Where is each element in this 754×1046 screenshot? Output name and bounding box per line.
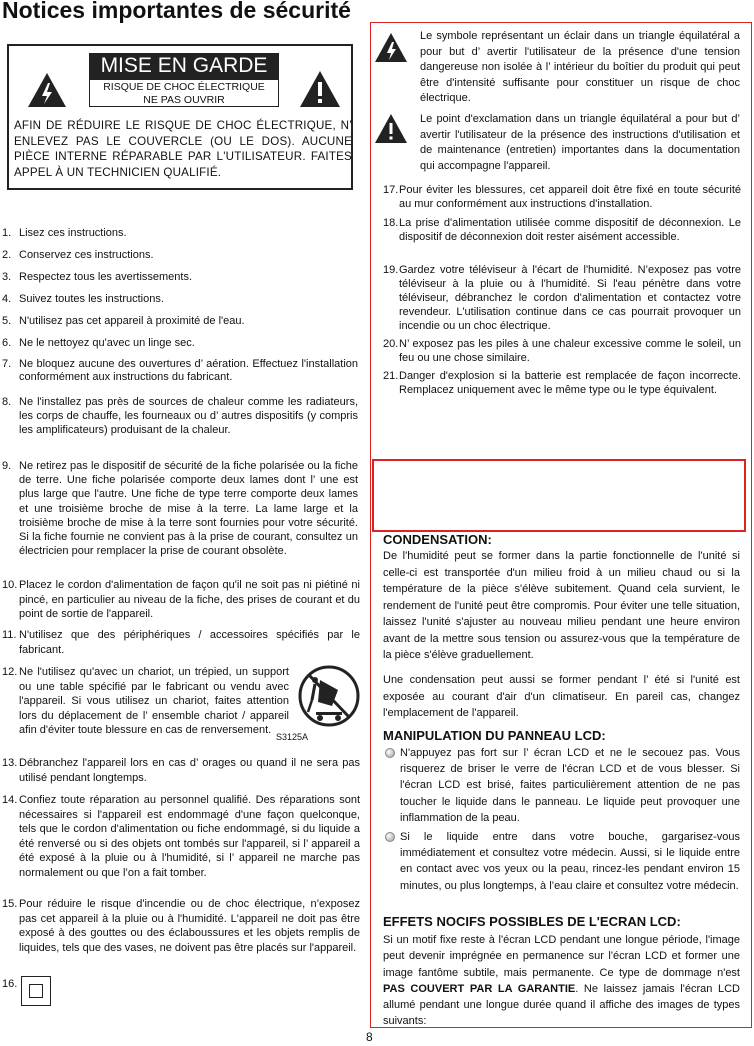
list-item-text: Gardez votre téléviseur à l'écart de l'humidité. N’exposez pas votre téléviseur à la pluie ou à l'humidité. Si l'eau pénètre dans votre téléviseur, débranchez le cordon d'alimentation et contactez votre revendeur. L'utilisation continue dans ce cas pourrait provoquer un incendie ou un choc électrique. [399, 264, 741, 332]
double-insulation-icon [21, 976, 51, 1006]
lcd-effects-text-b: . Ne laissez jamais l'écran LCD allumé pendant une longue durée quand il affiche des images de types suivants: [383, 982, 740, 1028]
list-item-text: Pour réduire le risque d'incendie ou de choc électrique, n’exposez pas cet appareil à la pluie ou à l'humidité. L'appareil ne doit pas être exposé à des gouttes ou des éclaboussures et les objets remplis de liquides, tels que des vases, ne doivent pas être placés sur l'appareil. [19, 898, 360, 954]
lcd-handling-heading: MANIPULATION DU PANNEAU LCD: [383, 728, 606, 743]
lightning-triangle-icon [374, 32, 408, 63]
list-item-number: 12. [2, 666, 18, 678]
list-item-number: 14. [2, 794, 18, 806]
list-item-text: Respectez tous les avertissements. [19, 271, 193, 283]
list-item-text: La prise d'alimentation utilisée comme dispositif de déconnexion. Le dispositif de déconnexion doit rester aisément accessible. [399, 217, 741, 243]
list-item-number: 15. [2, 898, 18, 910]
list-item-number: 13. [2, 757, 18, 769]
empty-red-box [372, 459, 746, 532]
list-item-text: Ne l'installez pas près de sources de chaleur comme les radiateurs, les corps de chauffe, les fourneaux ou d’ autres dispositifs (y compris les amplificateurs) produisant de la chaleur. [19, 396, 358, 436]
list-item-number: 20. [383, 338, 399, 350]
list-item-text: Conservez ces instructions. [19, 249, 154, 261]
lcd-effects-heading: EFFETS NOCIFS POSSIBLES DE L'ECRAN LCD: [383, 914, 681, 929]
cart-warning-icon [298, 662, 360, 732]
bullet-icon [385, 832, 395, 842]
caution-subtitle-line-2: NE PAS OUVRIR [143, 93, 225, 106]
caution-box [7, 44, 353, 190]
caution-subtitle [89, 79, 279, 107]
caution-subtitle-line-1: RISQUE DE CHOC ÉLECTRIQUE [103, 81, 265, 93]
list-item-text: Débranchez l'appareil lors en cas d’ orages ou quand il ne sera pas utilisé pendant longtemps. [19, 757, 360, 784]
list-item-text: Ne l'utilisez qu'avec un chariot, un trépied, un support ou une table spécifié par le fabricant ou vendu avec l'appareil. Si vous utilisez un chariot, faites attention lors du déplacement de l’ ensemble chariot / appareil afin d'éviter toute blessure en cas de renversement. [19, 666, 289, 736]
list-item-number: 16. [2, 978, 18, 990]
exclamation-symbol-text: Le point d'exclamation dans un triangle équilatéral a pour but d’ avertir l'utilisateur de la présence des instructions d'utilisation et de maintenance (entretien) importantes dans la documentation qui accompagne l'appareil. [420, 113, 740, 172]
condensation-paragraph-2: Une condensation peut aussi se former pendant l’ été si l'unité est exposée au courant d'air d'un climatiseur. En pareil cas, changez l'emplacement de l'appareil. [383, 674, 740, 719]
cart-warning-label: S3125A [276, 732, 309, 742]
caution-heading: MISE EN GARDE [89, 53, 279, 79]
list-item-text: Confiez toute réparation au personnel qualifié. Des réparations sont nécessaires si l'appareil est endommagé d'une façon quelconque, tels que le cordon d'alimentation ou fiche endommagé, si du liquide a été renversé ou si des objets ont tombés sur l'appareil, si l’ appareil a été exposé à la pluie ou à l'humidité, si l’ appareil ne marche pas normalement ou que l’on a fait tomber. [19, 794, 360, 879]
list-item-number: 5. [2, 315, 12, 327]
list-item-number: 4. [2, 293, 12, 305]
list-item-number: 18. [383, 217, 399, 229]
condensation-heading: CONDENSATION: [383, 532, 492, 547]
list-item-number: 10. [2, 579, 18, 591]
list-item-text: Suivez toutes les instructions. [19, 293, 164, 305]
list-item-number: 7. [2, 358, 12, 370]
list-item-number: 6. [2, 337, 12, 349]
bullet-text: Si le liquide entre dans votre bouche, gargarisez-vous immédiatement et consultez votre médecin. Aussi, si le liquide entre en contact avec vos yeux ou la peau, rincez-les pendant environ 15 minutes, ou plus longtemps, à l’eau claire et consultez votre médecin. [400, 831, 740, 892]
list-item [2, 977, 22, 991]
list-item-number: 11. [2, 629, 17, 641]
list-item-text: Placez le cordon d'alimentation de façon qu'il ne soit pas ni piétiné ni pincé, en particulier au niveau de la fiche, des prises de courant et du point de sortie de l'appareil. [19, 579, 360, 620]
list-item-text: Ne bloquez aucune des ouvertures d’ aération. Effectuez l'installation conformément aux instructions du fabricant. [19, 358, 358, 384]
bullet-text: N'appuyez pas fort sur l’ écran LCD et ne le secouez pas. Vous risquerez de briser le verre de l'écran LCD et de vous blesser. Si l'écran LCD est brisé, faites particulièrement attention de ne pas toucher le liquide dans le panneau. Le liquide peut provoquer une inflammation de la peau. [400, 747, 740, 824]
list-item-number: 8. [2, 396, 12, 408]
lightning-triangle-icon [27, 72, 67, 108]
list-item-text: N'utilisez que des périphériques / accessoires spécifiés par le fabricant. [19, 629, 360, 656]
caution-text: AFIN DE RÉDUIRE LE RISQUE DE CHOC ÉLECTRIQUE, N’ ENLEVEZ PAS LE COUVERCLE (OU LE DOS). AUCUNE PIÈCE INTERNE RÉPARABLE PAR L'UTILISATEUR. FAITES APPEL À UN TECHNICIEN QUALIFIÉ. [14, 119, 352, 179]
list-item-number: 21. [383, 370, 399, 382]
list-item-text: Pour éviter les blessures, cet appareil doit être fixé en toute sécurité au mur conformément aux instructions d'installation. [399, 184, 741, 210]
warranty-emphasis: PAS COUVERT PAR LA GARANTIE [383, 982, 576, 995]
page-number: 8 [366, 1030, 373, 1044]
exclamation-triangle-icon [374, 113, 408, 144]
list-item-text: Danger d'explosion si la batterie est remplacée de façon incorrecte. Remplacez uniquement avec le même type ou le type équivalent. [399, 370, 741, 396]
lcd-effects-text-a: Si un motif fixe reste à l'écran LCD pendant une longue période, l'image peut devenir imprégnée en permanence sur l'écran LCD et former une image fantôme subtile, mais permanente. Ce type de dommage n'est [383, 934, 740, 979]
lcd-effects-paragraph [383, 932, 740, 1030]
list-item-number: 3. [2, 271, 12, 283]
lightning-symbol-text: Le symbole représentant un éclair dans un triangle équilatéral a pour but d’ avertir l'utilisateur de la présence d'une tension dangereuse non isolée à l’ intérieur du boîtier du produit qui peut être d'intensité suffisante pour constituer un risque de choc électrique. [420, 30, 740, 104]
list-item-text: Ne retirez pas le dispositif de sécurité de la fiche polarisée ou la fiche de terre. Une fiche polarisée comporte deux lames dont l’ une est plus large que l'autre. Une fiche de type terre comporte deux lames et une troisième broche de mise à la terre. La lame large et la troisième broche de mise à la terre sont fournies pour votre sécurité. Si la fiche fournie ne convient pas à la prise de courant, consultez un électricien pour remplacer la prise de courant obsolète. [19, 460, 358, 558]
page-title: Notices importantes de sécurité [2, 0, 351, 23]
list-item-number: 9. [2, 460, 12, 472]
list-item-text: Ne le nettoyez qu'avec un linge sec. [19, 337, 195, 349]
list-item-number: 19. [383, 264, 399, 276]
bullet-icon [385, 748, 395, 758]
list-item-text: N’ exposez pas les piles à une chaleur excessive comme le soleil, un feu ou une chose similaire. [399, 338, 741, 364]
list-item-number: 17. [383, 184, 399, 196]
list-item-number: 2. [2, 249, 12, 261]
condensation-paragraph-1: De l'humidité peut se former dans la partie fonctionnelle de l'unité si celle-ci est transportée d'un milieu froid à un milieu chaud ou si la température de la pièce s'élève subitement. Quand cela survient, le rendement de l'unité peut être compromis. Pour éviter une telle situation, laissez l'unité s'ajuster au nouveau milieu pendant une heure environ avant de la mettre sous tension ou assurez-vous que la température de la pièce s'élève graduellement. [383, 550, 740, 661]
list-item-text: Lisez ces instructions. [19, 227, 127, 239]
list-item-text: N'utilisez pas cet appareil à proximité de l'eau. [19, 315, 245, 327]
list-item-number: 1. [2, 227, 12, 239]
exclamation-triangle-icon [299, 70, 341, 108]
